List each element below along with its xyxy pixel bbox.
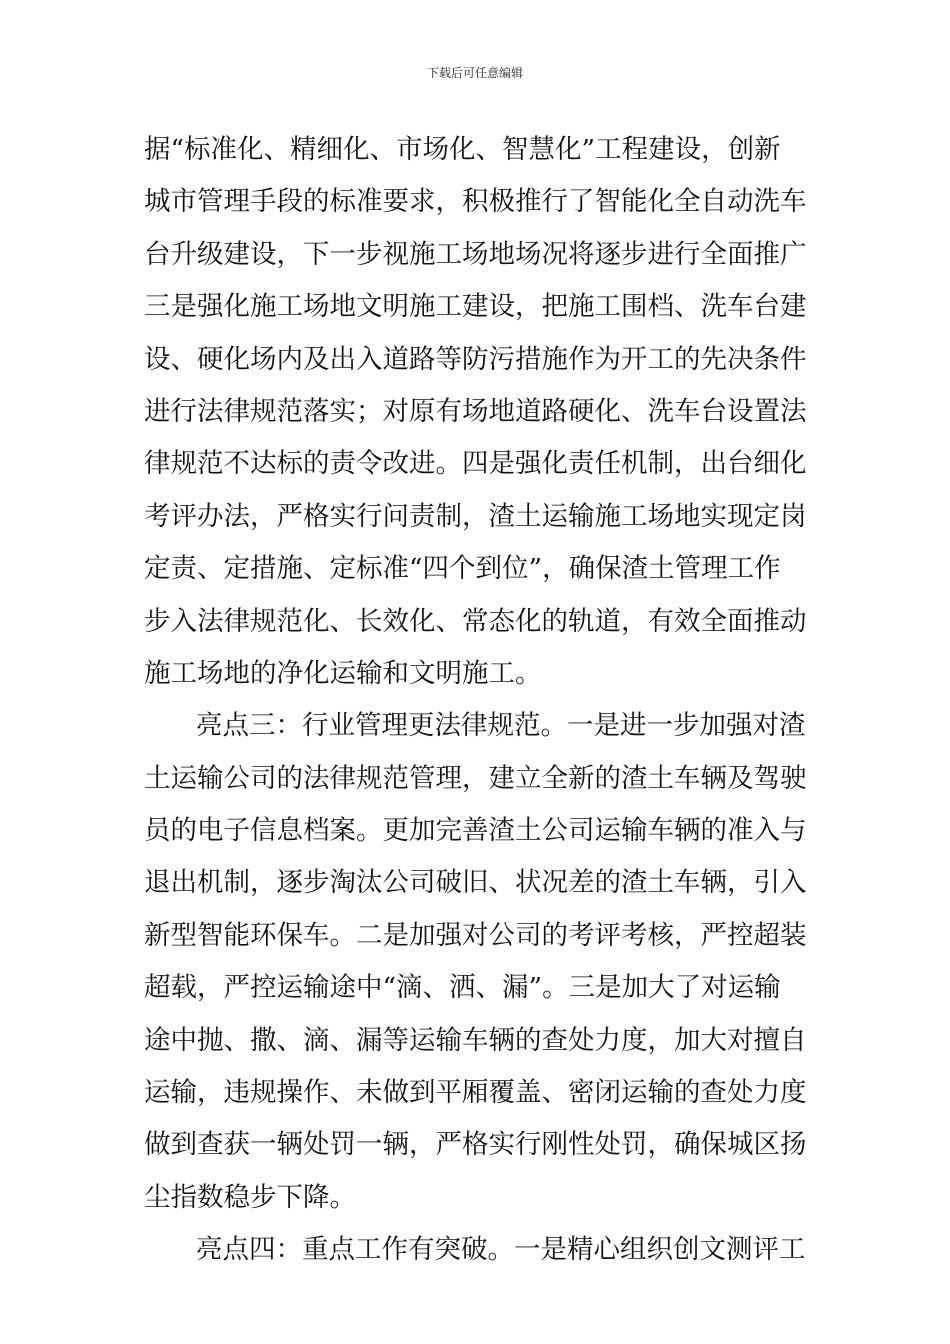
text-line: 城市管理手段的标准要求，积极推行了智能化全自动洗车 [144,186,807,218]
text-line: 土运输公司的法律规范管理，建立全新的渣土车辆及驾驶 [144,762,807,794]
text-line: 做到查获一辆处罚一辆，严格实行刚性处罚，确保城区扬 [144,1129,807,1161]
header-note: 下载后可任意编辑 [426,66,523,80]
text-line: 设、硬化场内及出入道路等防污措施作为开工的先决条件 [144,343,807,375]
text-line: 步入法律规范化、长效化、常态化的轨道，有效全面推动 [144,605,807,637]
text-line: 员的电子信息档案。更加完善渣土公司运输车辆的准入与 [144,815,807,847]
paragraph-start-line: 亮点四：重点工作有突破。一是精心组织创文测评工 [196,1234,806,1266]
text-line: 施工场地的净化运输和文明施工。 [144,657,542,689]
text-line: 尘指数稳步下降。 [144,1181,356,1213]
text-line: 据“标准化、精细化、市场化、智慧化”工程建设，创新 [144,134,781,165]
text-line: 定责、定措施、定标准“四个到位”，确保渣土管理工作 [144,553,781,585]
paragraph-start-line: 亮点三：行业管理更法律规范。一是进一步加强对渣 [196,710,806,742]
text-line: 考评办法，严格实行问责制，渣土运输施工场地实现定岗 [144,500,807,532]
text-line: 进行法律规范落实；对原有场地道路硬化、洗车台设置法 [144,395,807,427]
text-line: 退出机制，逐步淘汰公司破旧、状况差的渣土车辆，引入 [144,867,807,899]
document-body [144,124,809,1277]
text-line: 运输，违规操作、未做到平厢覆盖、密闭运输的查处力度 [144,1077,807,1109]
text-line: 台升级建设，下一步视施工场地场况将逐步进行全面推广 [144,238,807,270]
text-line: 新型智能环保车。二是加强对公司的考评考核，严控超装 [144,919,807,951]
text-line: 超载，严控运输途中“滴、洒、漏”。三是加大了对运输 [144,972,781,1004]
text-line: 律规范不达标的责令改进。四是强化责任机制，出台细化 [144,448,807,480]
text-line: 途中抛、撒、滴、漏等运输车辆的查处力度，加大对擅自 [144,1024,807,1056]
text-line: 三是强化施工场地文明施工建设，把施工围档、洗车台建 [144,291,807,323]
